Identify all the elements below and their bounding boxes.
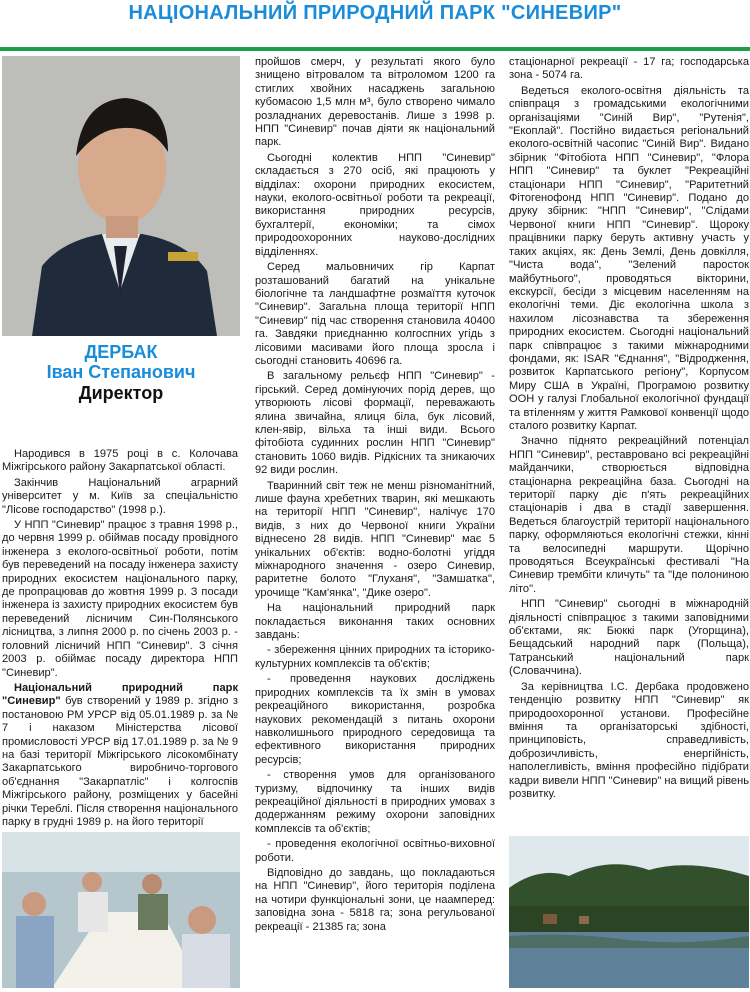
- paragraph: Ведеться еколого-освітня діяльність та співпраця з громадськими екологічними організаціями "Синій Вир", "Рутенія", "Екоплай". Постійно видається регіональний еколого-освітній часопис "Синій Вир". Видано збірник "Фітобіота НПП "Синевир", "Флора НПП "Синевир" та буклет "Рекреаційні стаціонари НПП "Синевир", "Раритетний Фітогенофонд НПП "Синевир". Подано до друку збірник: "НПП "Синевир", "Слідами Червоної книги НПП "Синевир". Щороку працівники парку беруть активну участь у таких акціях, як: День Землі, День довкілля, "Чиста вода", "Зелений паросток майбутнього", проводяться вікторини, екскурсії, бесіди з місцевим населенням на екологічні теми. Діє екологічна школа з нахилом лісознавства та збереження природних екосистем. Сьогодні національний парк співпрацює з такими міжнародними фондами, як: ISAR "Єднання", "Відродження, розвиток Карпатського регіону", Корпусом Миру США в Україні, Програмою розвитку ООН у галузі Глобальної екологічної фундації та втіленням у життя Рамкової конвенції щодо сталого розвитку Карпат.: [509, 84, 749, 432]
- list-item: - збереження цінних природних та історико-культурних комплексів та об'єктів;: [255, 644, 495, 670]
- list-item: - проведення екологічної освітньо-виховної роботи.: [255, 838, 495, 864]
- director-surname: ДЕРБАК: [84, 342, 158, 362]
- paragraph: За керівництва І.С. Дербака продовжено тенденцію розвитку НПП "Синевир" як природоохоронної установи. Професійне вміння та організаторські здібності, принциповість, справедливість, доброзичливість, енергійність, наполегливість, вміння професійно підібрати кадри вивели НПП "Синевир" на вищий рівень розвитку.: [509, 680, 749, 800]
- park-name-bold: Національний природний парк "Синевир": [2, 681, 238, 708]
- director-position: Директор: [78, 383, 164, 403]
- paragraph: Відповідно до завдань, що покладаються на НПП "Синевир", його територія поділена на чотири функціональні зони, це наамперед: заповідна зона - 5818 га; зона регульованої рекреації - 21385 га; зона: [255, 866, 495, 933]
- paragraph: [2, 682, 238, 829]
- paragraph: пройшов смерч, у результаті якого було знищено вітровалом та вітроломом 1200 га стиглих хвойних насаджень загальною кубомасою 1,5 млн м³, було створено чимало розладнаних деревостанів. Лише з 1998 р. НПП "Синевир" почав діяти як національний парк.: [255, 56, 495, 149]
- paragraph: У НПП "Синевир" працює з травня 1998 р., до червня 1999 р. обіймав посаду провідного інженера з еколого-освітньої роботи, потім був переведений на посаду інженера захисту природних екосистем національного парку, де пропрацював до жовтня 1999 р. З посади інженера із захисту природних екосистем був переведений лісничим Син-Полянського лісництва, з липня 2000 р. по січень 2003 р. - головний лісничий НПП "Синевир". З січня 2003 р. обіймає посаду директора НПП "Синевир".: [2, 519, 238, 679]
- paragraph: Сьогодні колектив НПП "Синевир" складається з 270 осіб, які працюють у відділах: охорони природних екосистем, науки, еколого-освітньої роботи та рекреації, використання природних ресурсів, бухгалтерії, економіки; та сімох природоохоронних науково-дослідних відділеннях.: [255, 151, 495, 258]
- lake-photo: [509, 836, 749, 988]
- paragraph: На національний природний парк покладається виконання таких основних завдань:: [255, 602, 495, 642]
- portrait-illustration: [2, 56, 240, 336]
- paragraph: Закінчив Національний аграрний університет у м. Київ за спеціальністю "Лісове господарство" (1998 р.).: [2, 476, 238, 516]
- paragraph: Значно піднято рекреаційний потенціал НПП "Синевир", реставровано всі рекреаційні майданчики, створюється відповідна стаціонарна рекреаційна база. Сьогодні на території парку діє п'ять рекреаційних стаціонарів і два в стадії завершення. Ведеться благоустрій території національного парку, оформляються екологічні стежки, кінні та велосипедні маршрути. Щорічно проводяться Всеукраїнські фестивалі "На Синевир трембіти кличуть" та "Іде полониною літо".: [509, 435, 749, 595]
- lake-illustration: [509, 836, 749, 988]
- text-column-1: [2, 448, 238, 831]
- header-divider: [0, 47, 750, 51]
- text-column-3: [509, 56, 749, 803]
- paragraph: стаціонарної рекреації - 17 га; господарська зона - 5074 га.: [509, 56, 749, 82]
- paragraph: Народився в 1975 році в с. Колочава Міжгірського району Закарпатської області.: [2, 448, 238, 474]
- meeting-illustration: [2, 832, 240, 988]
- portrait-photo: [2, 56, 240, 336]
- paragraph-text: був створений у 1989 р. згідно з постановою РМ УРСР від 05.01.1989 р. за № 7 і наказом Міністерства лісової промисловості УРСР від 17.01.1989 р. за № 9 на базі території Міжгірського лісокомбінату Закарпатського виробничо-торгового об'єднання "Закарпатліс" і колгоспів Міжгірського району, розміщених у басейні річки Тереблі. Після створення національного парку в грудні 1989 р. на його території: [2, 695, 238, 828]
- director-name-block: [2, 342, 240, 404]
- paragraph: В загальному рельєф НПП "Синевир" - гірський. Серед домінуючих порід дерев, що утворюють лісові формації, переважають ялина звичайна, ялиця біла, бук лісовий, клен-явір, вільха та інші види. Всього фітобіота судинних рослин НПП "Синевир" становить 1060 видів. Рідкісних та зникаючих 92 види рослин.: [255, 370, 495, 477]
- list-item: - створення умов для організованого туризму, відпочинку та інших видів рекреаційної діяльності в природних умовах з додержанням режиму охорони заповідних комплексів та об'єктів;: [255, 769, 495, 835]
- list-item: - проведення наукових досліджень природних комплексів та їх змін в умовах рекреаційного використання, розробка наукових рекомендацій з питань охорони навколишнього природного середовища та ефективного використання природних ресурсів;: [255, 673, 495, 766]
- meeting-photo: [2, 832, 240, 988]
- text-column-2: [255, 56, 495, 936]
- page-title: НАЦІОНАЛЬНИЙ ПРИРОДНИЙ ПАРК "СИНЕВИР": [128, 2, 622, 24]
- paragraph: Тваринний світ теж не менш різноманітний, лише фауна хребетних тварин, які мешкають на території НПП "Синевир", налічує 170 видів, з них до Червоної книги України віднесено 28 видів. НПП "Синевир" має 5 унікальних об'єктів: водно-болотні угіддя міжнародного значення - озеро Синевир, раритетне болото "Глуханя", "Замшатка", урочище "Кам'янка", "Дике озеро".: [255, 479, 495, 599]
- paragraph: Серед мальовничих гір Карпат розташований багатий на унікальне біологічне та ландшафтне розмаїття куточок "Синевир". Загальна площа території НПП "Синевир" під час створення становила 40400 га. Завдяки приєднанню колгоспних угідь з лісовими масивами його площа зросла і сьогодні становить 40696 га.: [255, 261, 495, 367]
- director-given-name: Іван Степанович: [46, 362, 196, 382]
- page-header: [0, 0, 750, 50]
- paragraph: НПП "Синевир" сьогодні в міжнародній діяльності співпрацює з такими заповідними об'єктами, як: Бюккі парк (Угорщина), Бещадський народний парк (Польща), Татранський національний парк (Словаччина).: [509, 598, 749, 678]
